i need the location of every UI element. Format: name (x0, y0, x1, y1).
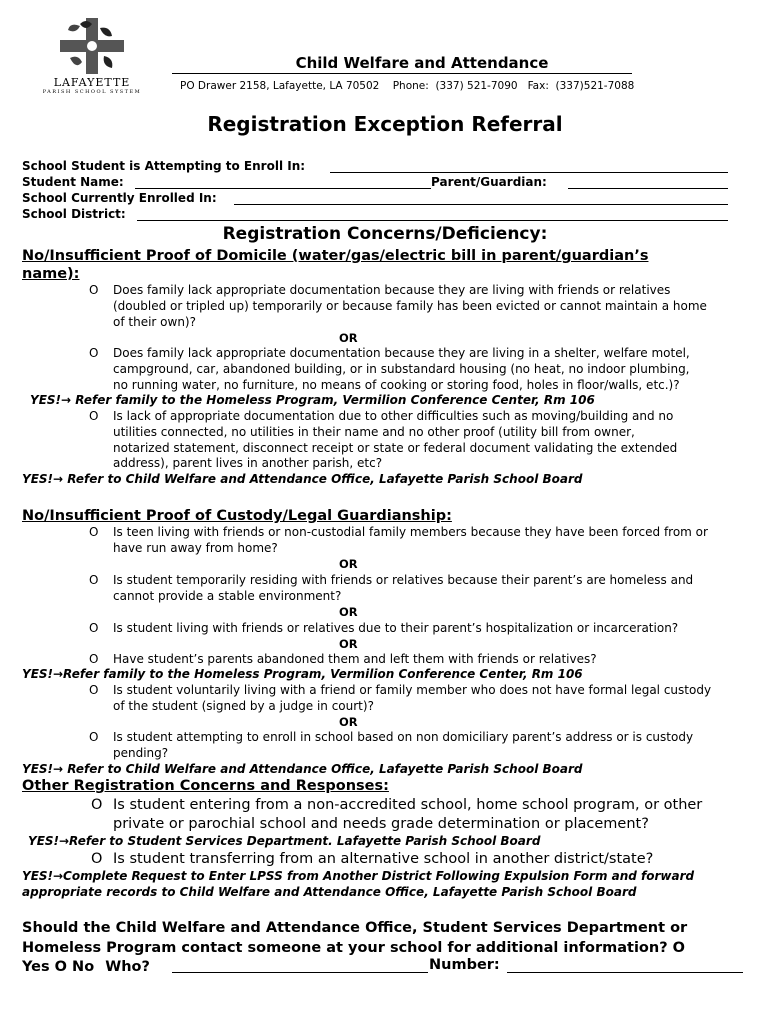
radio-bullet-icon[interactable]: O (89, 283, 99, 297)
domicile-question-2: O Does family lack appropriate documentation because they are living in a shelter, welfare motel, campground, car, abandoned building, or in substandard housing (no heat, no indoor plumbing, no running water, no furniture, no means of cooking or storing food, holes in floor/walls, etc.)? (89, 346, 690, 392)
contact-question: Should the Child Welfare and Attendance Office, Student Services Department or Homeless Program contact someone at your school for additional information? O Yes O No Who? (22, 920, 688, 975)
custody-referral-homeless: YES!→Refer family to the Homeless Program, Vermilion Conference Center, Rm 106 (22, 667, 583, 681)
student-name-label: Student Name: (22, 175, 124, 189)
custody-question-5: O Is student voluntarily living with a friend or family member who does not have formal legal custody of the student (signed by a judge in court)? (89, 683, 712, 713)
student-name-input[interactable] (135, 188, 431, 189)
other-referral-expulsion: YES!→Complete Request to Enter LPSS from Another District Following Expulsion Form and forward appropriate records to Child Welfare and Attendance Office, Lafayette Parish School Board (22, 869, 695, 899)
radio-bullet-icon[interactable]: O (89, 652, 99, 666)
or-separator: OR (339, 557, 358, 571)
radio-bullet-icon[interactable]: O (89, 346, 99, 360)
number-label: Number: (429, 957, 500, 973)
school-current-label: School Currently Enrolled In: (22, 191, 217, 205)
custody-question-2: O Is student temporarily residing with friends or relatives because their parent’s are homeless and cannot provide a stable environment? (89, 573, 694, 603)
domicile-heading: No/Insufficient Proof of Domicile (water/gas/electric bill in parent/guardian’s name): (22, 248, 649, 282)
fax: Fax: (337)521-7088 (527, 80, 635, 92)
who-input[interactable] (172, 972, 428, 973)
radio-bullet-icon[interactable]: O (91, 797, 103, 813)
radio-bullet-icon[interactable]: O (89, 730, 99, 744)
number-input[interactable] (507, 972, 743, 973)
or-separator: OR (339, 331, 358, 345)
district-logo (38, 18, 146, 95)
domicile-question-3: O Is lack of appropriate documentation due to other difficulties such as moving/building and no utilities connected, no utilities in their name and no other proof (utility bill from owner, notarized statement, disconnect receipt or state or federal document validating the extended address), parent lives in another parish, etc? (89, 409, 678, 471)
or-separator: OR (339, 715, 358, 729)
concerns-title: Registration Concerns/Deficiency: (222, 224, 548, 244)
or-separator: OR (339, 637, 358, 651)
domicile-question-1: O Does family lack appropriate documentation because they are living with friends or relatives (doubled or tripled up) temporarily or because family has been evicted or cannot maintain a home of their own)? (89, 283, 707, 329)
parent-guardian-input[interactable] (568, 188, 728, 189)
address: PO Drawer 2158, Lafayette, LA 70502 (180, 80, 380, 92)
phone: Phone: (337) 521-7090 (392, 80, 518, 92)
radio-bullet-icon[interactable]: O (89, 573, 99, 587)
other-heading: Other Registration Concerns and Responses: (22, 778, 389, 794)
radio-bullet-icon[interactable]: O (91, 851, 103, 867)
parent-guardian-label: Parent/Guardian: (431, 175, 547, 189)
custody-question-4: O Have student’s parents abandoned them and left them with friends or relatives? (89, 652, 597, 666)
logo-mark-icon (60, 18, 124, 74)
domicile-referral-homeless: YES!→ Refer family to the Homeless Program, Vermilion Conference Center, Rm 106 (30, 393, 595, 407)
other-question-1: O Is student entering from a non-accredited school, home school program, or other private or parochial school and needs grade determination or placement? (91, 797, 703, 832)
radio-bullet-icon[interactable]: O (89, 409, 99, 423)
org-title: Child Welfare and Attendance (172, 54, 632, 74)
radio-bullet-icon[interactable]: O (89, 683, 99, 697)
school-district-label: School District: (22, 207, 126, 221)
yes-no-options[interactable]: Yes O No (22, 959, 95, 975)
form-title: Registration Exception Referral (207, 112, 563, 136)
custody-question-1: O Is teen living with friends or non-custodial family members because they have been forced from or have run away from home? (89, 525, 708, 555)
school-enroll-label: School Student is Attempting to Enroll In: (22, 159, 306, 173)
logo-subtitle: PARISH SCHOOL SYSTEM (42, 89, 142, 95)
school-district-input[interactable] (137, 220, 728, 221)
radio-bullet-icon[interactable]: O (89, 621, 99, 635)
custody-heading: No/Insufficient Proof of Custody/Legal Guardianship: (22, 508, 452, 524)
school-current-input[interactable] (234, 204, 728, 205)
custody-question-6: O Is student attempting to enroll in school based on non domiciliary parent’s address or is custody pending? (89, 730, 694, 760)
other-question-2: O Is student transferring from an alternative school in another district/state? (91, 851, 654, 867)
radio-bullet-icon[interactable]: O (89, 525, 99, 539)
other-referral-student-services: YES!→Refer to Student Services Department. Lafayette Parish School Board (28, 834, 541, 848)
domicile-referral-cwa: YES!→ Refer to Child Welfare and Attendance Office, Lafayette Parish School Board (22, 472, 583, 486)
school-enroll-input[interactable] (330, 172, 728, 173)
logo-name: LAFAYETTE (53, 76, 131, 89)
who-label: Who? (105, 959, 150, 975)
custody-question-3: O Is student living with friends or relatives due to their parent’s hospitalization or incarceration? (89, 621, 679, 635)
custody-referral-cwa: YES!→ Refer to Child Welfare and Attendance Office, Lafayette Parish School Board (22, 762, 583, 776)
or-separator: OR (339, 605, 358, 619)
contact-info (180, 80, 634, 92)
